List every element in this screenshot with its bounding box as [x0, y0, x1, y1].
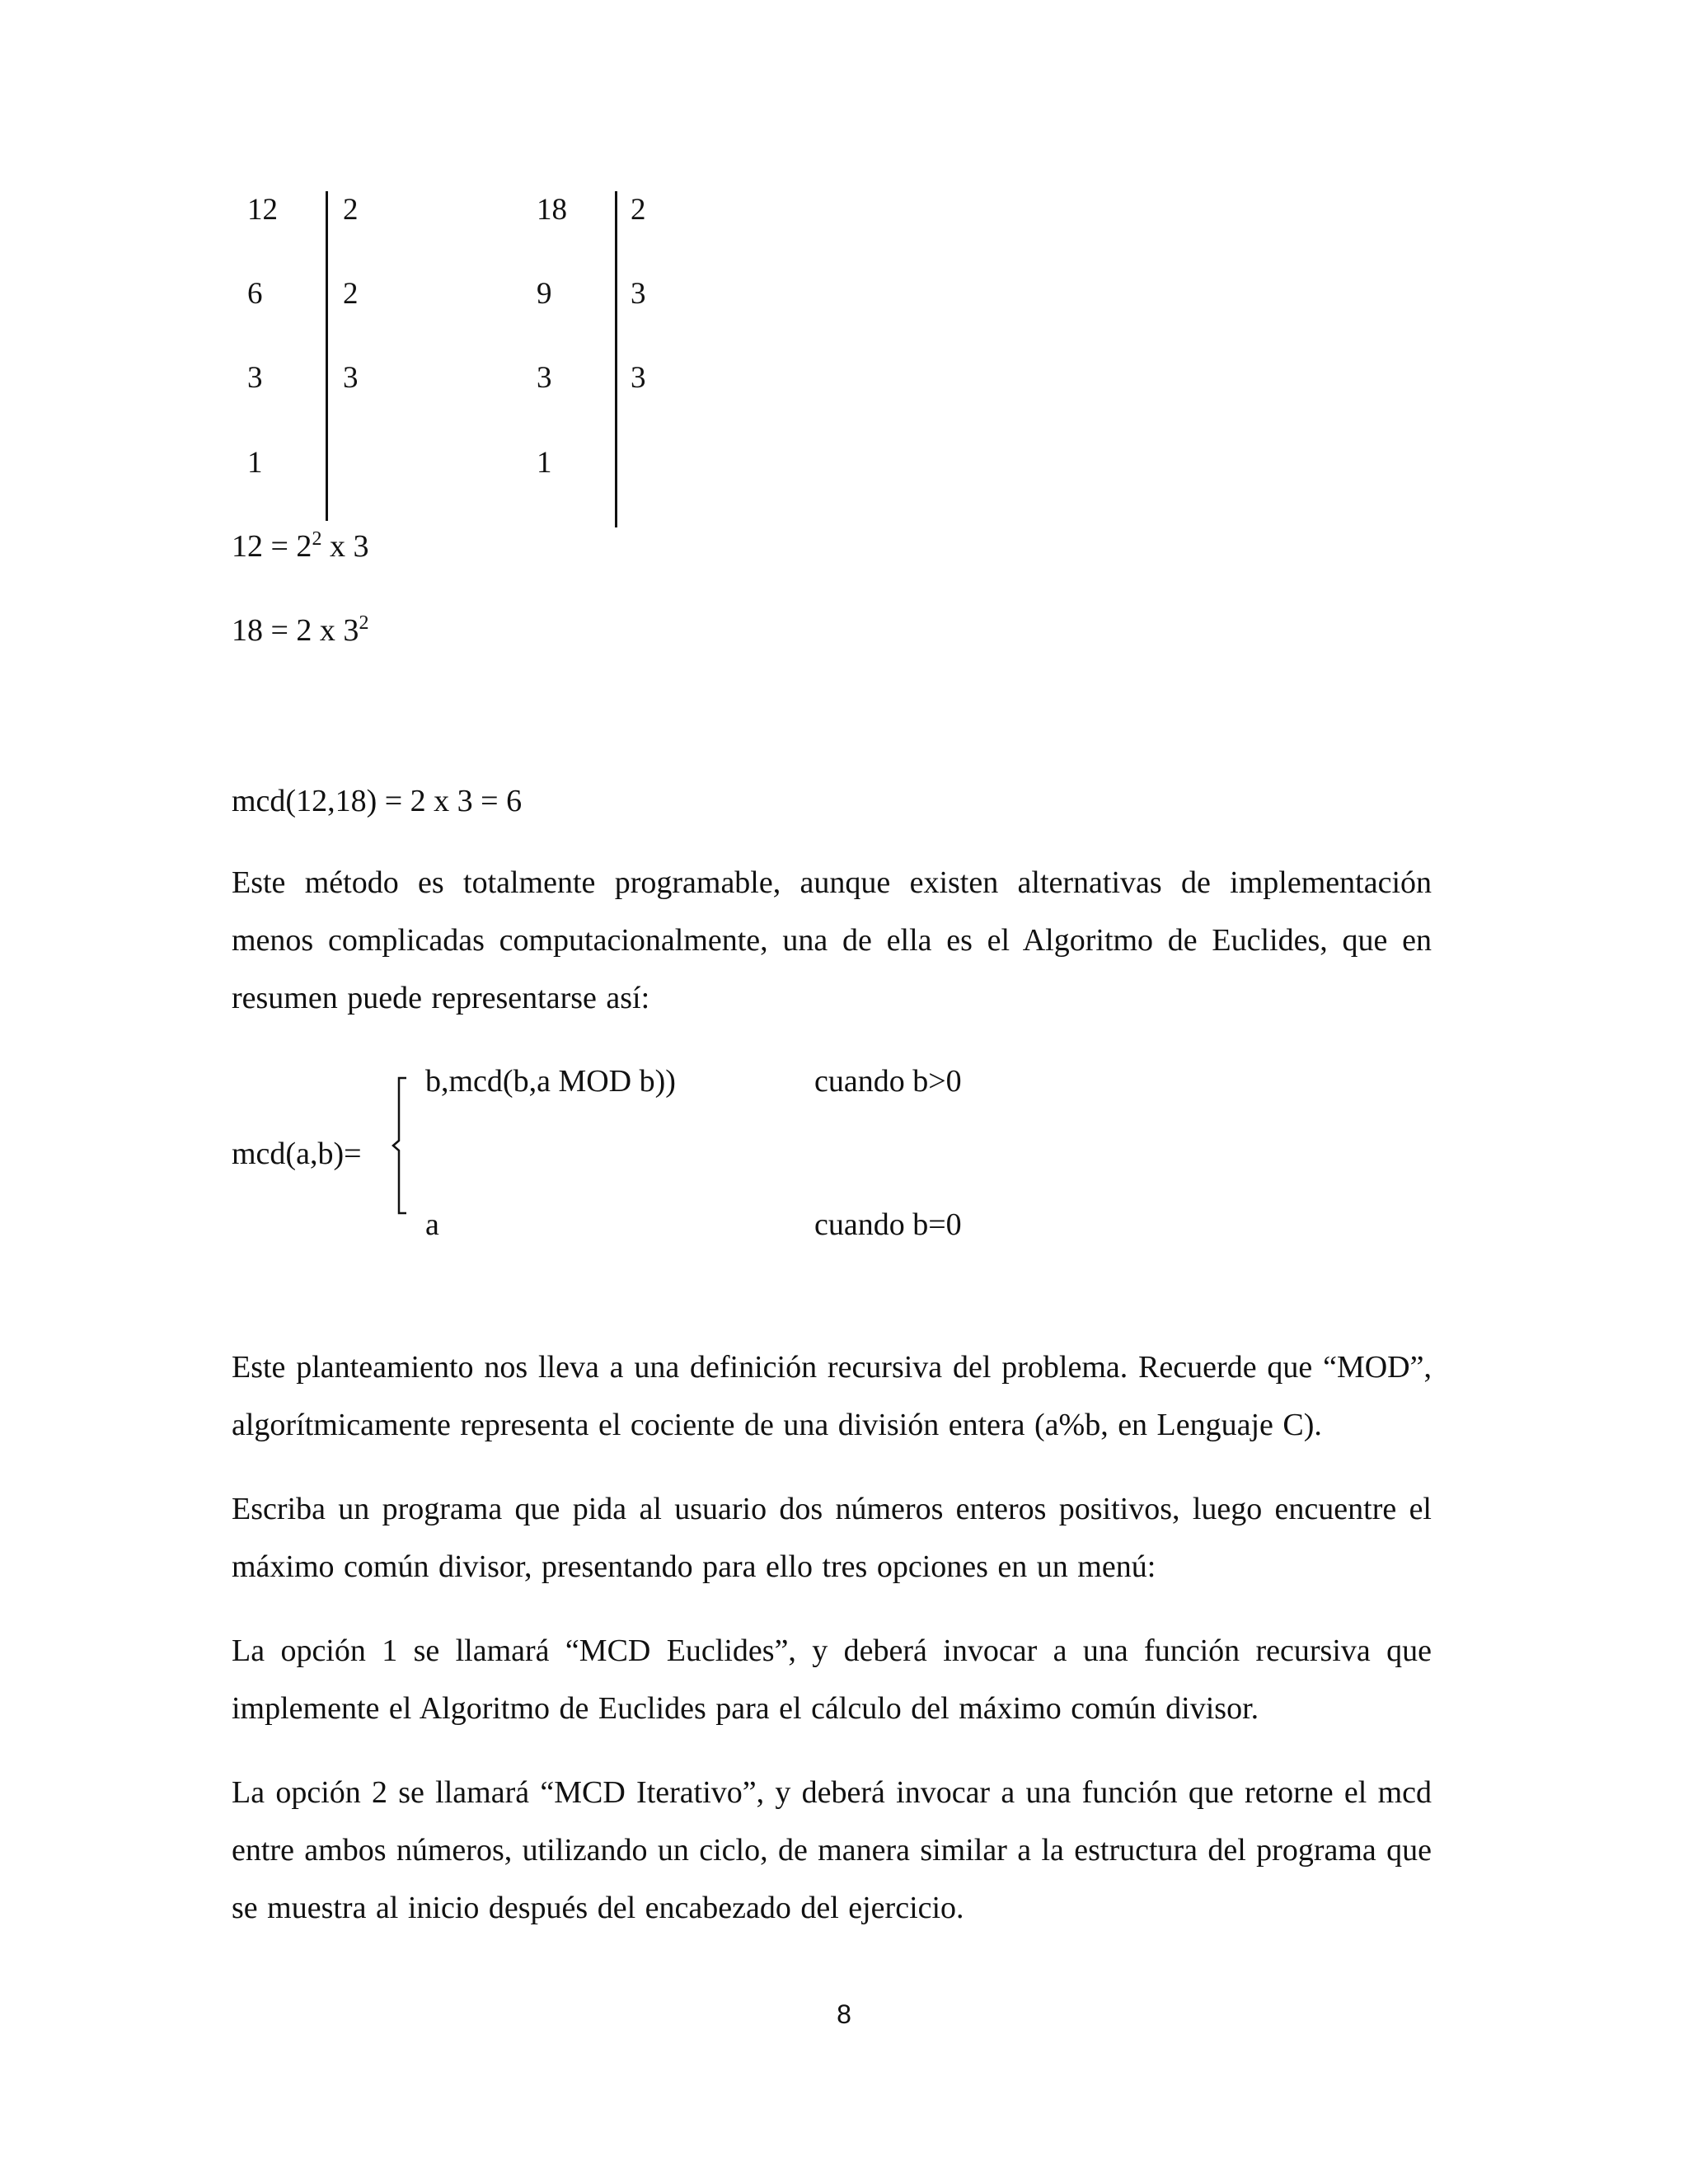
divisor-2: 2: [631, 193, 646, 227]
dividend-18: 18: [537, 193, 567, 227]
divisor-2b: 2: [343, 277, 359, 311]
paragraph-line: La opción 2 se llamará “MCD Iterativo”, y deberá invocar a una función que retorne el mcd: [232, 1775, 1432, 1810]
dividend-12: 12: [247, 193, 278, 227]
paragraph-line: Este planteamiento nos lleva a una definición recursiva del problema. Recuerde que “MOD”,: [232, 1350, 1432, 1385]
equation-12: [232, 528, 368, 569]
division-line-right: [615, 191, 617, 527]
division-line-left: [326, 191, 328, 521]
divisor-2a: 2: [343, 193, 359, 227]
case1-condition: cuando b>0: [814, 1064, 962, 1099]
paragraph-line: Este método es totalmente programable, aunque existen alternativas de implementación: [232, 865, 1432, 900]
dividend-9: 9: [537, 277, 552, 311]
dividend-6: 6: [247, 277, 263, 311]
case1-expression: b,mcd(b,a MOD b)): [425, 1064, 676, 1099]
case2-expression: a: [425, 1207, 439, 1242]
divisor-3b: 3: [631, 361, 646, 395]
mcd-result: mcd(12,18) = 2 x 3 = 6: [232, 784, 523, 818]
equation-18-exponent: 2: [359, 612, 369, 634]
divisor-3a: 3: [631, 277, 646, 311]
paragraph-line: máximo común divisor, presentando para ello tres opciones en un menú:: [232, 1549, 1156, 1584]
equation-12-lhs: 12 = 2: [232, 529, 312, 564]
paragraph-recursive: [232, 1338, 1432, 1454]
paragraph-line: se muestra al inicio después del encabezado del ejercicio.: [232, 1891, 964, 1925]
left-brace-icon: [392, 1076, 408, 1215]
page-number: 8: [837, 1999, 851, 2029]
paragraph-option-1: [232, 1622, 1432, 1737]
equation-12-exponent: 2: [312, 528, 322, 550]
paragraph-line: resumen puede representarse así:: [232, 981, 650, 1015]
paragraph-line: menos complicadas computacionalmente, una de ella es el Algoritmo de Euclides, que en: [232, 923, 1432, 958]
equation-12-rhs: x 3: [321, 529, 369, 564]
paragraph-line: implemente el Algoritmo de Euclides para el cálculo del máximo común divisor.: [232, 1691, 1259, 1726]
paragraph-line: La opción 1 se llamará “MCD Euclides”, y deberá invocar a una función recursiva que: [232, 1633, 1432, 1668]
case2-condition: cuando b=0: [814, 1207, 962, 1242]
divisor-3: 3: [343, 361, 359, 395]
paragraph-line: Escriba un programa que pida al usuario dos números enteros positivos, luego encuentre el: [232, 1492, 1432, 1526]
equation-18: [232, 612, 368, 653]
paragraph-option-2: [232, 1764, 1432, 1937]
definition-lhs: mcd(a,b)=: [232, 1137, 362, 1171]
dividend-1: 1: [247, 446, 263, 480]
paragraph-line: algorítmicamente representa el cociente de una división entera (a%b, en Lenguaje C).: [232, 1408, 1322, 1442]
paragraph-program: [232, 1480, 1432, 1596]
paragraph-method: [232, 854, 1432, 1027]
dividend-3: 3: [247, 361, 263, 395]
dividend-1: 1: [537, 446, 552, 480]
equation-18-lhs: 18 = 2 x 3: [232, 613, 359, 648]
paragraph-line: entre ambos números, utilizando un ciclo, de manera similar a la estructura del programa que: [232, 1833, 1432, 1868]
dividend-3: 3: [537, 361, 552, 395]
